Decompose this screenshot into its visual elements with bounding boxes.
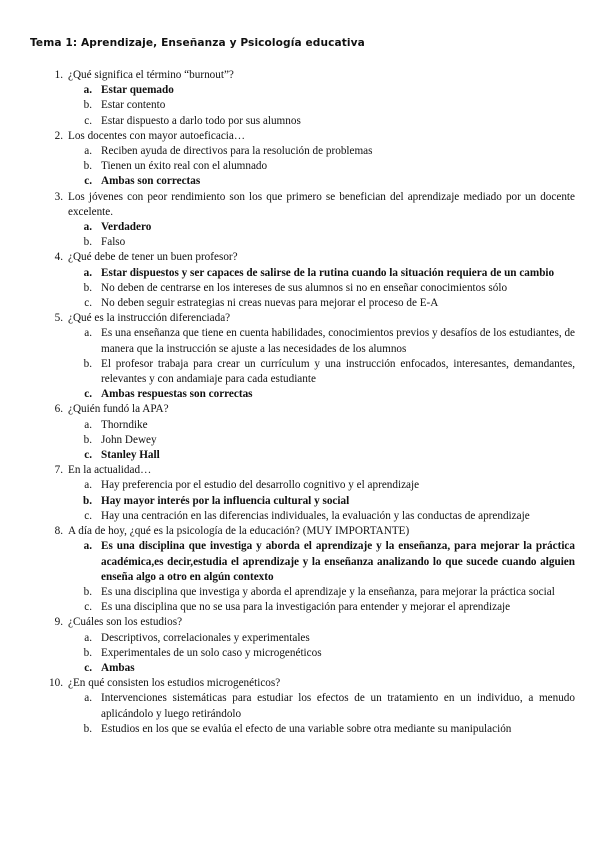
option-letter: c. — [84, 297, 92, 310]
question-list — [30, 68, 575, 737]
option-letter: b. — [83, 357, 92, 370]
option-text: Es una disciplina que investiga y aborda el aprendizaje y la enseñanza, para mejorar la práctica académica,es decir,estudia el aprendizaje y la enseñanza analizando lo que sucede cuando alguien enseña algo a otro en algún contexto — [101, 540, 575, 583]
option-item — [30, 326, 575, 356]
page-title: Tema 1: Aprendizaje, Enseñanza y Psicología educativa — [30, 37, 365, 49]
option-item — [30, 296, 575, 311]
option-item — [30, 159, 575, 174]
question-line — [30, 68, 575, 83]
option-item-correct — [30, 661, 575, 676]
option-text: Estar contento — [101, 99, 166, 112]
option-letter: a. — [83, 540, 92, 553]
option-item-correct — [30, 448, 575, 463]
option-text: Ambas respuestas son correctas — [101, 388, 253, 401]
question-number: 6. — [54, 403, 63, 416]
option-item — [30, 114, 575, 129]
option-letter: b. — [83, 433, 92, 446]
question-text: ¿Quién fundó la APA? — [68, 403, 169, 416]
option-text: John Dewey — [101, 433, 157, 446]
option-letter: a. — [83, 221, 92, 234]
question-line — [30, 615, 575, 630]
question-text: ¿Qué es la instrucción diferenciada? — [68, 312, 231, 325]
question-number: 8. — [54, 525, 63, 538]
question-line — [30, 129, 575, 144]
question-line — [30, 463, 575, 478]
option-text: Estar dispuesto a darlo todo por sus alumnos — [101, 114, 301, 127]
option-letter: a. — [84, 327, 92, 340]
option-letter: a. — [84, 418, 92, 431]
option-item-correct — [30, 266, 575, 281]
option-item — [30, 433, 575, 448]
option-text: Es una disciplina que no se usa para la investigación para entender y mejorar el aprendizaje — [101, 601, 511, 614]
option-list — [30, 326, 575, 402]
option-item-correct — [30, 387, 575, 402]
option-item — [30, 144, 575, 159]
question-item — [30, 676, 575, 737]
question-text: ¿En qué consisten los estudios microgenéticos? — [68, 677, 281, 690]
option-letter: a. — [83, 84, 92, 97]
option-letter: b. — [83, 160, 92, 173]
option-text: Ambas — [101, 661, 135, 674]
question-text: Los docentes con mayor autoeficacia… — [68, 129, 246, 142]
option-text: Falso — [101, 236, 126, 249]
option-item — [30, 722, 575, 737]
option-letter: b. — [82, 494, 92, 507]
option-list — [30, 418, 575, 464]
question-number: 1. — [54, 69, 63, 81]
option-item — [30, 357, 575, 387]
option-letter: a. — [84, 145, 92, 158]
question-line — [30, 311, 575, 326]
option-list — [30, 478, 575, 524]
option-letter: c. — [84, 661, 92, 674]
question-number: 7. — [54, 464, 63, 477]
option-list — [30, 691, 575, 737]
option-list — [30, 144, 575, 190]
option-letter: a. — [84, 479, 92, 492]
question-line — [30, 250, 575, 265]
question-number: 2. — [54, 129, 63, 142]
option-letter: c. — [84, 114, 92, 127]
option-text: Estar quemado — [101, 84, 174, 97]
option-item — [30, 418, 575, 433]
option-text: Es una disciplina que investiga y aborda el aprendizaje y la enseñanza, para mejorar la práctica social — [101, 585, 555, 598]
option-text: Es una enseñanza que tiene en cuenta habilidades, conocimientos previos y desafíos de los estudiantes, de manera que la instrucción se ajuste a las necesidades de los alumnos — [101, 327, 575, 355]
question-item — [30, 402, 575, 463]
question-item — [30, 129, 575, 190]
question-item — [30, 250, 575, 311]
option-letter: a. — [83, 266, 92, 279]
option-list — [30, 220, 575, 250]
option-text: Thorndike — [101, 418, 148, 431]
option-text: Estudios en los que se evalúa el efecto de una variable sobre otra mediante su manipulación — [101, 722, 512, 735]
option-letter: c. — [84, 601, 92, 614]
option-item — [30, 600, 575, 615]
option-text: Reciben ayuda de directivos para la resolución de problemas — [101, 145, 373, 158]
option-letter: b. — [83, 281, 92, 294]
option-text: Hay preferencia por el estudio del desarrollo cognitivo y el aprendizaje — [101, 479, 420, 492]
question-text: En la actualidad… — [68, 464, 152, 477]
question-item — [30, 68, 575, 129]
question-number: 10. — [49, 677, 63, 690]
option-list — [30, 539, 575, 615]
option-letter: c. — [84, 175, 92, 188]
option-letter: c. — [84, 388, 92, 401]
option-text: Experimentales de un solo caso y microgenéticos — [101, 646, 322, 659]
option-text: Hay mayor interés por la influencia cultural y social — [101, 494, 350, 507]
question-line — [30, 190, 575, 220]
option-item-correct — [30, 494, 575, 509]
option-item — [30, 646, 575, 661]
option-item — [30, 235, 575, 250]
option-item — [30, 631, 575, 646]
option-letter: c. — [84, 509, 92, 522]
option-letter: b. — [83, 99, 92, 112]
question-text: ¿Cuáles son los estudios? — [68, 616, 183, 629]
option-list — [30, 83, 575, 129]
option-text: Intervenciones sistemáticas para estudiar los efectos de un tratamiento en un individuo, a menudo aplicándolo y luego retirándolo — [101, 692, 575, 720]
option-text: Stanley Hall — [101, 449, 160, 462]
option-item — [30, 509, 575, 524]
option-text: Estar dispuestos y ser capaces de salirse de la rutina cuando la situación requiera de un cambio — [101, 266, 555, 279]
question-number: 9. — [54, 616, 63, 629]
option-item — [30, 478, 575, 493]
option-list — [30, 266, 575, 312]
question-text: ¿Qué significa el término “burnout”? — [68, 69, 234, 81]
question-number: 5. — [54, 312, 63, 325]
option-text: No deben de centrarse en los intereses de sus alumnos si no en enseñar conocimientos sólo — [101, 281, 508, 294]
option-letter: b. — [83, 722, 92, 735]
option-item-correct — [30, 539, 575, 585]
option-item — [30, 585, 575, 600]
option-item — [30, 691, 575, 721]
question-text: Los jóvenes con peor rendimiento son los que primero se benefician del aprendizaje mediado por un docente excelente. — [68, 190, 575, 218]
question-item — [30, 311, 575, 402]
option-text: Descriptivos, correlacionales y experimentales — [101, 631, 310, 644]
option-letter: b. — [83, 585, 92, 598]
option-item-correct — [30, 220, 575, 235]
question-item — [30, 463, 575, 524]
question-text: ¿Qué debe de tener un buen profesor? — [68, 251, 238, 264]
question-line — [30, 676, 575, 691]
option-letter: b. — [83, 646, 92, 659]
option-list — [30, 631, 575, 677]
question-number: 3. — [54, 190, 63, 203]
option-letter: c. — [84, 449, 92, 462]
option-letter: a. — [84, 692, 92, 705]
question-item — [30, 524, 575, 615]
option-item-correct — [30, 83, 575, 98]
option-letter: a. — [84, 631, 92, 644]
option-text: El profesor trabaja para crear un currículum y una instrucción enfocados, interesantes, demandantes, relevantes y con andamiaje para cada estudiante — [101, 357, 575, 386]
option-text: Tienen un éxito real con el alumnado — [101, 160, 268, 173]
question-number: 4. — [54, 251, 63, 264]
option-letter: b. — [83, 236, 92, 249]
option-item-correct — [30, 174, 575, 189]
question-line — [30, 402, 575, 417]
question-item — [30, 190, 575, 251]
option-text: Ambas son correctas — [101, 175, 201, 188]
option-text: Hay una centración en las diferencias individuales, la evaluación y las conductas de aprendizaje — [101, 509, 530, 522]
question-item — [30, 615, 575, 676]
option-text: No deben seguir estrategias ni creas nuevas para mejorar el proceso de E-A — [101, 297, 439, 310]
option-text: Verdadero — [101, 221, 152, 234]
question-line — [30, 524, 575, 539]
option-item — [30, 281, 575, 296]
option-item — [30, 98, 575, 113]
question-text: A día de hoy, ¿qué es la psicología de la educación? (MUY IMPORTANTE) — [68, 525, 410, 538]
